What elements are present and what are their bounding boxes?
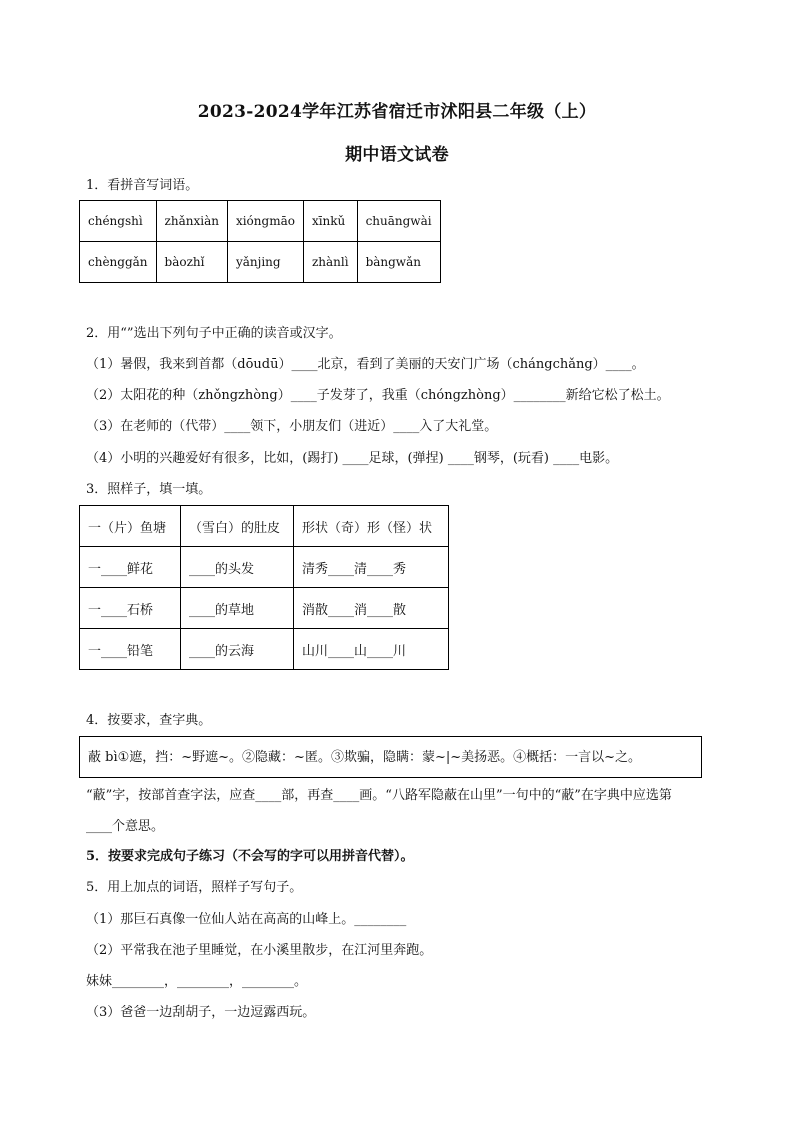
q3-heading: 3．照样子，填一填。 bbox=[86, 482, 212, 497]
q2-item-1: （1）暑假，我来到首都（dōudū）____北京，看到了美丽的天安门广场（chángchǎng）____。 bbox=[86, 357, 645, 372]
q5-section-heading: 5．按要求完成句子练习（不会写的字可以用拼音代替）。 bbox=[86, 849, 414, 864]
exam-title-line2: 期中语文试卷 bbox=[345, 145, 449, 165]
q5-item-2-answer: 妹妹________，________，________。 bbox=[86, 974, 308, 989]
fill-cell: 清秀____清____秀 bbox=[294, 547, 449, 588]
fill-cell: 消散____消____散 bbox=[294, 588, 449, 629]
pinyin-cell: yǎnjing bbox=[227, 242, 303, 283]
q2-item-3: （3）在老师的（代带）____领下，小朋友们（进近）____入了大礼堂。 bbox=[86, 419, 498, 434]
dictionary-entry-box: 蔽 bì①遮，挡：~野遮~。②隐藏：~匿。③欺骗，隐瞒：蒙~|~美扬恶。④概括：一言以~之。 bbox=[79, 736, 702, 778]
pinyin-cell: xīnkǔ bbox=[303, 201, 357, 242]
q1-pinyin-table bbox=[79, 200, 441, 283]
table-row bbox=[80, 506, 449, 547]
fill-cell: 一（片）鱼塘 bbox=[80, 506, 181, 547]
fill-cell: ____的头发 bbox=[181, 547, 294, 588]
q5-heading: 5．用上加点的词语，照样子写句子。 bbox=[86, 880, 303, 895]
q2-item-4: （4）小明的兴趣爱好有很多，比如，(踢打) ____足球，(弹捏) ____钢琴，(玩看) ____电影。 bbox=[86, 451, 619, 466]
pinyin-cell: bàngwǎn bbox=[357, 242, 440, 283]
table-row bbox=[80, 201, 441, 242]
fill-cell: ____的草地 bbox=[181, 588, 294, 629]
q5-item-1: （1）那巨石真像一位仙人站在高高的山峰上。________ bbox=[86, 912, 407, 927]
exam-title-line1: 2023-2024学年江苏省宿迁市沭阳县二年级（上） bbox=[197, 102, 597, 122]
q2-heading: 2．用“”选出下列句子中正确的读音或汉字。 bbox=[86, 326, 342, 341]
q5-item-2: （2）平常我在池子里睡觉，在小溪里散步，在江河里奔跑。 bbox=[86, 943, 433, 958]
fill-cell: （雪白）的肚皮 bbox=[181, 506, 294, 547]
table-row bbox=[80, 547, 449, 588]
pinyin-cell: zhànlì bbox=[303, 242, 357, 283]
fill-cell: 一____铅笔 bbox=[80, 629, 181, 670]
pinyin-cell: chéngshì bbox=[80, 201, 157, 242]
pinyin-cell: zhǎnxiàn bbox=[156, 201, 227, 242]
pinyin-cell: xióngmāo bbox=[227, 201, 303, 242]
pinyin-cell: chuāngwài bbox=[357, 201, 440, 242]
fill-cell: 一____鲜花 bbox=[80, 547, 181, 588]
q5-item-3: （3）爸爸一边刮胡子，一边逗露西玩。 bbox=[86, 1005, 316, 1020]
fill-cell: 形状（奇）形（怪）状 bbox=[294, 506, 449, 547]
fill-cell: ____的云海 bbox=[181, 629, 294, 670]
q3-fill-table bbox=[79, 505, 449, 670]
table-row bbox=[80, 629, 449, 670]
q4-question-line1: “蔽”字，按部首查字法，应查____部，再查____画。“八路军隐蔽在山里”一句中的“蔽”在字典中应选第 bbox=[86, 788, 672, 803]
q4-heading: 4．按要求，查字典。 bbox=[86, 713, 212, 728]
fill-cell: 山川____山____川 bbox=[294, 629, 449, 670]
pinyin-cell: bàozhǐ bbox=[156, 242, 227, 283]
q1-heading: 1．看拼音写词语。 bbox=[86, 178, 199, 193]
fill-cell: 一____石桥 bbox=[80, 588, 181, 629]
q4-question-line2: ____个意思。 bbox=[86, 819, 165, 834]
table-row bbox=[80, 242, 441, 283]
table-row bbox=[80, 588, 449, 629]
pinyin-cell: chènggǎn bbox=[80, 242, 157, 283]
q2-item-2: （2）太阳花的种（zhǒngzhòng）____子发芽了，我重（chóngzhòng）________新给它松了松土。 bbox=[86, 388, 670, 403]
